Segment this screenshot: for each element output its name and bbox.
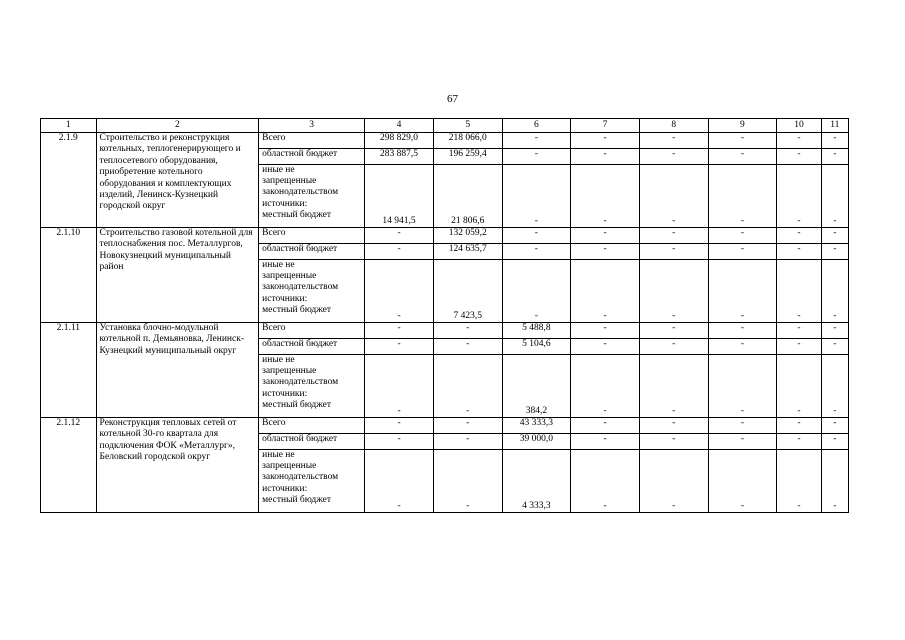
table-row — [41, 228, 849, 244]
column-header: 6 — [502, 119, 571, 133]
value-cell: - — [777, 323, 821, 339]
funding-source-line: законодательством — [262, 187, 339, 198]
value-cell: - — [571, 133, 640, 149]
value-cell: - — [502, 165, 571, 228]
table-row — [41, 133, 849, 149]
value-cell: - — [502, 228, 571, 244]
budget-table — [40, 118, 849, 513]
funding-source-line: запрещенные — [262, 271, 317, 282]
value-cell: - — [708, 355, 777, 418]
value-cell: - — [433, 323, 502, 339]
row-number: 2.1.9 — [41, 133, 97, 228]
funding-source: Всего — [259, 323, 365, 339]
funding-source: Всего — [259, 418, 365, 434]
value-cell: - — [433, 418, 502, 434]
value-cell: 283 887,5 — [365, 149, 434, 165]
value-cell: - — [708, 165, 777, 228]
value-cell: - — [639, 450, 708, 513]
page-number: 67 — [447, 93, 458, 105]
column-header: 11 — [821, 119, 848, 133]
value-cell: 384,2 — [502, 355, 571, 418]
value-cell: - — [571, 228, 640, 244]
column-header: 10 — [777, 119, 821, 133]
funding-source-line: иные не — [262, 165, 295, 175]
value-cell: - — [708, 228, 777, 244]
row-number: 2.1.11 — [41, 323, 97, 418]
value-cell: - — [708, 434, 777, 450]
value-cell: - — [571, 418, 640, 434]
value-cell: 218 066,0 — [433, 133, 502, 149]
value-cell: - — [777, 165, 821, 228]
table-row — [41, 323, 849, 339]
value-cell: - — [708, 323, 777, 339]
value-cell: - — [777, 418, 821, 434]
value-cell: - — [821, 434, 848, 450]
value-cell: - — [639, 149, 708, 165]
value-cell: - — [365, 323, 434, 339]
funding-source-line: законодательством — [262, 472, 339, 483]
value-cell: - — [821, 165, 848, 228]
value-cell: - — [708, 339, 777, 355]
value-cell: - — [571, 355, 640, 418]
value-cell: 39 000,0 — [502, 434, 571, 450]
column-header: 2 — [96, 119, 259, 133]
value-cell: - — [365, 355, 434, 418]
value-cell: - — [365, 339, 434, 355]
value-cell: 5 104,6 — [502, 339, 571, 355]
value-cell: - — [777, 434, 821, 450]
value-cell: 124 635,7 — [433, 244, 502, 260]
value-cell: - — [708, 133, 777, 149]
funding-source — [259, 355, 365, 418]
funding-source — [259, 260, 365, 323]
funding-source: Всего — [259, 228, 365, 244]
value-cell: - — [365, 434, 434, 450]
value-cell: - — [639, 133, 708, 149]
funding-source-line: источники: — [262, 483, 308, 494]
value-cell: 5 488,8 — [502, 323, 571, 339]
value-cell: - — [708, 244, 777, 260]
value-cell: - — [571, 149, 640, 165]
funding-source: областной бюджет — [259, 244, 365, 260]
value-cell: 7 423,5 — [433, 260, 502, 323]
value-cell: - — [571, 339, 640, 355]
value-cell: - — [821, 339, 848, 355]
value-cell: - — [821, 323, 848, 339]
value-cell: - — [639, 418, 708, 434]
value-cell: 21 806,6 — [433, 165, 502, 228]
column-header: 9 — [708, 119, 777, 133]
column-header: 7 — [571, 119, 640, 133]
funding-source-line: местный бюджет — [262, 304, 332, 315]
funding-source-line: законодательством — [262, 377, 339, 388]
value-cell: - — [433, 450, 502, 513]
funding-source: Всего — [259, 133, 365, 149]
row-description: Строительство и реконструкция котельных, теплогенерирующего и теплосетевого оборудования, приобретение котельного оборудования и комплектующих изделий, Ленинск-Кузнецкий городской округ — [96, 133, 259, 228]
value-cell: - — [502, 149, 571, 165]
value-cell: - — [777, 339, 821, 355]
funding-source-line: иные не — [262, 450, 295, 460]
funding-source-line: иные не — [262, 260, 295, 270]
value-cell: - — [502, 244, 571, 260]
table-row — [41, 418, 849, 434]
funding-source-line: законодательством — [262, 282, 339, 293]
value-cell: - — [365, 450, 434, 513]
value-cell: - — [821, 450, 848, 513]
column-header: 8 — [639, 119, 708, 133]
value-cell: - — [708, 260, 777, 323]
value-cell: - — [639, 228, 708, 244]
value-cell: - — [571, 244, 640, 260]
funding-source: областной бюджет — [259, 434, 365, 450]
value-cell: - — [639, 323, 708, 339]
value-cell: - — [777, 228, 821, 244]
value-cell: - — [821, 244, 848, 260]
value-cell: - — [821, 418, 848, 434]
funding-source-line: местный бюджет — [262, 209, 332, 220]
value-cell: - — [777, 244, 821, 260]
value-cell: - — [571, 165, 640, 228]
funding-source-line: источники: — [262, 388, 308, 399]
funding-source-line: иные не — [262, 355, 295, 365]
value-cell: 196 259,4 — [433, 149, 502, 165]
funding-source: областной бюджет — [259, 339, 365, 355]
funding-source-line: запрещенные — [262, 176, 317, 187]
row-description: Реконструкция тепловых сетей от котельной 30-го квартала для подключения ФОК «Металлург», Беловский городской округ — [96, 418, 259, 513]
value-cell: - — [365, 260, 434, 323]
value-cell: - — [433, 434, 502, 450]
value-cell: - — [777, 133, 821, 149]
funding-source — [259, 450, 365, 513]
row-number: 2.1.10 — [41, 228, 97, 323]
value-cell: - — [639, 244, 708, 260]
value-cell: - — [821, 228, 848, 244]
column-header: 5 — [433, 119, 502, 133]
value-cell: 4 333,3 — [502, 450, 571, 513]
value-cell: - — [777, 260, 821, 323]
column-header: 4 — [365, 119, 434, 133]
funding-source: областной бюджет — [259, 149, 365, 165]
value-cell: - — [571, 450, 640, 513]
value-cell: - — [433, 355, 502, 418]
value-cell: - — [708, 450, 777, 513]
value-cell: - — [639, 355, 708, 418]
value-cell: 298 829,0 — [365, 133, 434, 149]
value-cell: - — [639, 434, 708, 450]
value-cell: - — [639, 260, 708, 323]
value-cell: - — [821, 133, 848, 149]
funding-source-line: местный бюджет — [262, 399, 332, 410]
value-cell: 14 941,5 — [365, 165, 434, 228]
column-header: 3 — [259, 119, 365, 133]
column-header: 1 — [41, 119, 97, 133]
row-description: Установка блочно-модульной котельной п. Демьяновка, Ленинск-Кузнецкий муниципальный округ — [96, 323, 259, 418]
value-cell: - — [708, 149, 777, 165]
value-cell: - — [571, 434, 640, 450]
value-cell: - — [502, 260, 571, 323]
value-cell: 132 059,2 — [433, 228, 502, 244]
value-cell: 43 333,3 — [502, 418, 571, 434]
value-cell: - — [502, 133, 571, 149]
value-cell: - — [571, 323, 640, 339]
funding-source — [259, 165, 365, 228]
value-cell: - — [708, 418, 777, 434]
funding-source-line: местный бюджет — [262, 494, 332, 505]
funding-source-line: запрещенные — [262, 461, 317, 472]
value-cell: - — [821, 149, 848, 165]
value-cell: - — [365, 228, 434, 244]
row-number: 2.1.12 — [41, 418, 97, 513]
value-cell: - — [433, 339, 502, 355]
value-cell: - — [365, 418, 434, 434]
value-cell: - — [639, 339, 708, 355]
row-description: Строительство газовой котельной для теплоснабжения пос. Металлургов, Новокузнецкий муниципальный район — [96, 228, 259, 323]
value-cell: - — [365, 244, 434, 260]
value-cell: - — [777, 149, 821, 165]
value-cell: - — [821, 260, 848, 323]
value-cell: - — [777, 355, 821, 418]
value-cell: - — [821, 355, 848, 418]
value-cell: - — [639, 165, 708, 228]
funding-source-line: источники: — [262, 198, 308, 209]
header-row — [41, 119, 849, 133]
value-cell: - — [571, 260, 640, 323]
value-cell: - — [777, 450, 821, 513]
funding-source-line: источники: — [262, 293, 308, 304]
funding-source-line: запрещенные — [262, 366, 317, 377]
